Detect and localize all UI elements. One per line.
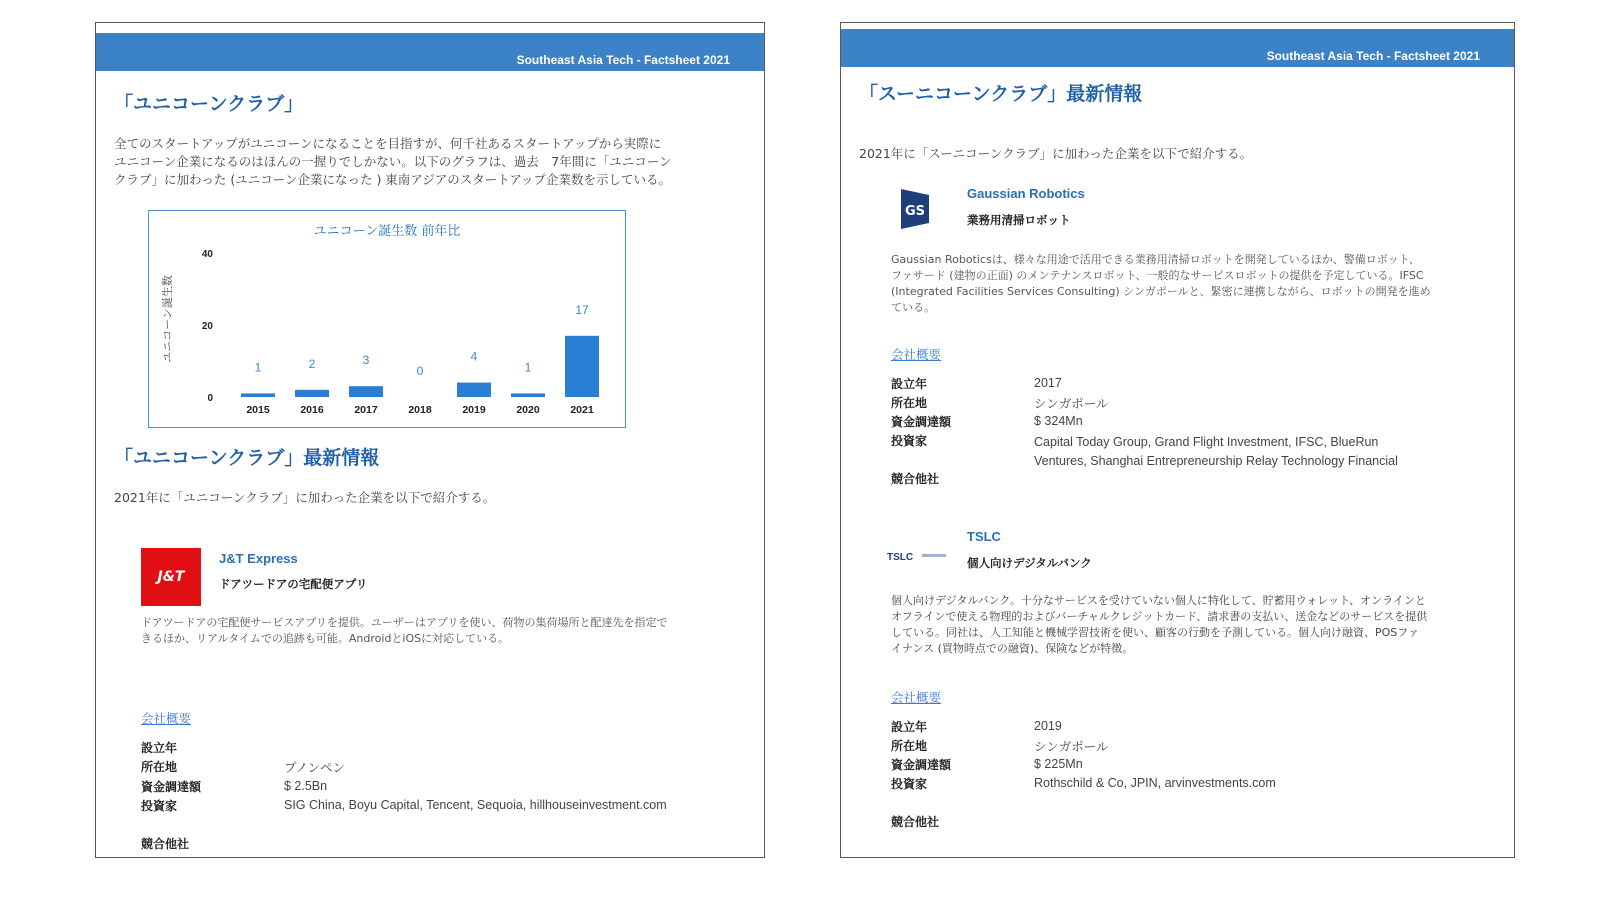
value-location: シンガポール — [1034, 740, 1109, 754]
value-location: プノンペン — [284, 761, 346, 775]
section-title-latest-news: 「ユニコーンクラブ」最新情報 — [114, 447, 380, 469]
value-funding: $ 2.5Bn — [284, 779, 328, 793]
chart-bar — [295, 390, 329, 397]
description-line: 個人向けデジタルバンク。十分なサービスを受けていない個人に特化して、貯蓄用ウォレット、オンラインと — [891, 594, 1426, 607]
data-label: 4 — [470, 349, 478, 364]
description-line: している。同社は、人工知能と機械学習技術を使い、顧客の行動を予測している。個人向け融資、POSファ — [891, 626, 1420, 639]
news-intro-right: 2021年に「スーニコーンクラブ」に加わった企業を以下で紹介する。 — [859, 146, 1253, 161]
intro-paragraph — [114, 135, 754, 189]
chart-bar — [349, 386, 383, 397]
data-label: 3 — [362, 353, 370, 368]
company-tagline-tslc: 個人向けデジタルバンク — [967, 556, 1092, 570]
news-intro: 2021年に「ユニコーンクラブ」に加わった企業を以下で紹介する。 — [114, 490, 496, 505]
investors-line: Rothschild & Co, JPIN, arvinvestments.com — [1034, 776, 1276, 790]
header-title: Southeast Asia Tech - Factsheet 2021 — [1266, 49, 1480, 63]
x-tick-label: 2016 — [300, 404, 324, 416]
value-funding: $ 324Mn — [1034, 414, 1083, 428]
data-label: 0 — [416, 364, 424, 378]
y-tick-label: 40 — [201, 249, 213, 260]
factsheet-page-right — [840, 22, 1515, 858]
data-label: 17 — [575, 302, 589, 317]
data-label: 2 — [308, 356, 316, 371]
unicorn-bar-chart — [149, 211, 624, 426]
intro-line: ユニコーン企業になるのはほんの一握りでしかない。以下のグラフは、過去 7年間に「ユニコーン — [114, 154, 672, 169]
intro-line: 全てのスタートアップがユニコーンになることを目指すが、何千社あるスタートアップから実際に — [114, 136, 662, 151]
unicorn-chart — [148, 210, 626, 428]
tslc-logo-text: TSLC — [887, 552, 914, 563]
header-band — [841, 29, 1514, 67]
value-investors — [1034, 433, 1398, 471]
value-investors: SIG China, Boyu Capital, Tencent, Sequoia, hillhouseinvestment.com — [284, 798, 667, 812]
y-tick-label: 20 — [201, 321, 213, 332]
company-description-tslc — [891, 593, 1501, 657]
intro-line: クラブ」に加わった (ユニコーン企業になった ) 東南アジアのスタートアップ企業数を示している。 — [114, 172, 672, 187]
company-overview-link-gaussian-robotics[interactable]: 会社概要 — [891, 347, 942, 362]
header-title: Southeast Asia Tech - Factsheet 2021 — [516, 53, 730, 67]
description-line: オフラインで使える物理的およびバーチャルクレジットカード、請求書の支払い、送金などのサービスを提供 — [891, 610, 1428, 623]
label-founded: 設立年 — [141, 741, 178, 755]
x-tick-label: 2019 — [462, 404, 486, 416]
x-tick-label: 2017 — [354, 404, 378, 416]
investors-line: Capital Today Group, Grand Flight Investment, IFSC, BlueRun — [1034, 435, 1379, 449]
x-tick-label: 2021 — [570, 404, 594, 416]
chart-bar — [511, 393, 545, 397]
section-title-unicorn-club: 「ユニコーンクラブ」 — [114, 93, 304, 115]
label-investors: 投資家 — [891, 434, 928, 448]
value-founded: 2017 — [1034, 376, 1062, 390]
data-label: 1 — [254, 360, 262, 375]
header-band — [96, 33, 764, 71]
label-competitors: 競合他社 — [891, 815, 940, 829]
label-location: 所在地 — [891, 396, 928, 410]
label-competitors: 競合他社 — [891, 472, 940, 486]
chart-title: ユニコーン誕生数 前年比 — [313, 224, 461, 239]
x-tick-label: 2018 — [408, 404, 432, 416]
description-line: (Integrated Facilities Services Consulting) シンガポールと、緊密に連携しながら、ロボットの開発を進め — [891, 285, 1431, 298]
label-investors: 投資家 — [141, 799, 178, 813]
factsheet-page-left — [95, 22, 765, 858]
y-tick-label: 0 — [207, 393, 213, 404]
company-name-jt-express: J&T Express — [219, 551, 298, 566]
company-overview-link-tslc[interactable]: 会社概要 — [891, 690, 942, 705]
chart-y-axis-label: ユニコーン誕生数 — [161, 275, 174, 363]
label-funding: 資金調達額 — [891, 758, 952, 772]
description-line: イナンス (買物時点での融資)、保険などが特徴。 — [891, 642, 1134, 655]
value-location: シンガポール — [1034, 397, 1109, 411]
label-founded: 設立年 — [891, 720, 928, 734]
gaussian-logo-mark — [893, 185, 941, 233]
value-funding: $ 225Mn — [1034, 757, 1083, 771]
chart-marks — [202, 249, 599, 416]
x-tick-label: 2020 — [516, 404, 540, 416]
chart-bar — [565, 336, 599, 397]
company-tagline-jt-express: ドアツードアの宅配便アプリ — [219, 577, 368, 591]
company-tagline-gaussian-robotics: 業務用清掃ロボット — [967, 213, 1071, 227]
company-overview-link-jt-express[interactable]: 会社概要 — [141, 711, 192, 726]
value-investors — [1034, 776, 1276, 790]
value-founded: 2019 — [1034, 719, 1062, 733]
chart-bar — [241, 393, 275, 397]
label-location: 所在地 — [141, 760, 178, 774]
company-name-gaussian-robotics: Gaussian Robotics — [967, 186, 1085, 201]
tslc-logo — [887, 545, 953, 563]
chart-bar — [457, 383, 491, 397]
description-line: きるほか、リアルタイムでの追跡も可能。AndroidとiOSに対応している。 — [141, 632, 510, 645]
label-founded: 設立年 — [891, 377, 928, 391]
section-title-latest-news-right: 「スーニコーンクラブ」最新情報 — [859, 83, 1143, 105]
investors-line: Ventures, Shanghai Entrepreneurship Relay Technology Financial — [1034, 454, 1398, 468]
gaussian-robotics-logo — [893, 185, 941, 233]
jt-express-logo — [141, 548, 201, 606]
description-line: Gaussian Roboticsは、様々な用途で活用できる業務用清掃ロボットを開発しているほか、警備ロボット、 — [891, 253, 1420, 266]
label-competitors: 競合他社 — [141, 837, 190, 851]
label-funding: 資金調達額 — [141, 780, 202, 794]
data-label: 1 — [524, 360, 532, 375]
description-line: ドアツードアの宅配便サービスアプリを提供。ユーザーはアプリを使い、荷物の集荷場所と配達先を指定で — [141, 616, 668, 629]
company-description-gaussian-robotics — [891, 252, 1501, 316]
label-investors: 投資家 — [891, 777, 928, 791]
gaussian-logo-text: GS — [904, 204, 926, 219]
jt-express-logo-text: J&T — [157, 569, 185, 585]
label-funding: 資金調達額 — [891, 415, 952, 429]
company-description-jt-express — [141, 615, 751, 647]
company-name-tslc: TSLC — [967, 529, 1001, 544]
x-tick-label: 2015 — [246, 404, 270, 416]
tslc-logo-mark — [922, 554, 946, 557]
label-location: 所在地 — [891, 739, 928, 753]
description-line: ている。 — [891, 301, 935, 314]
description-line: ファサード (建物の正面) のメンテナンスロボット、一般的なサービスロボットの提供を予定している。IFSC — [891, 269, 1424, 282]
